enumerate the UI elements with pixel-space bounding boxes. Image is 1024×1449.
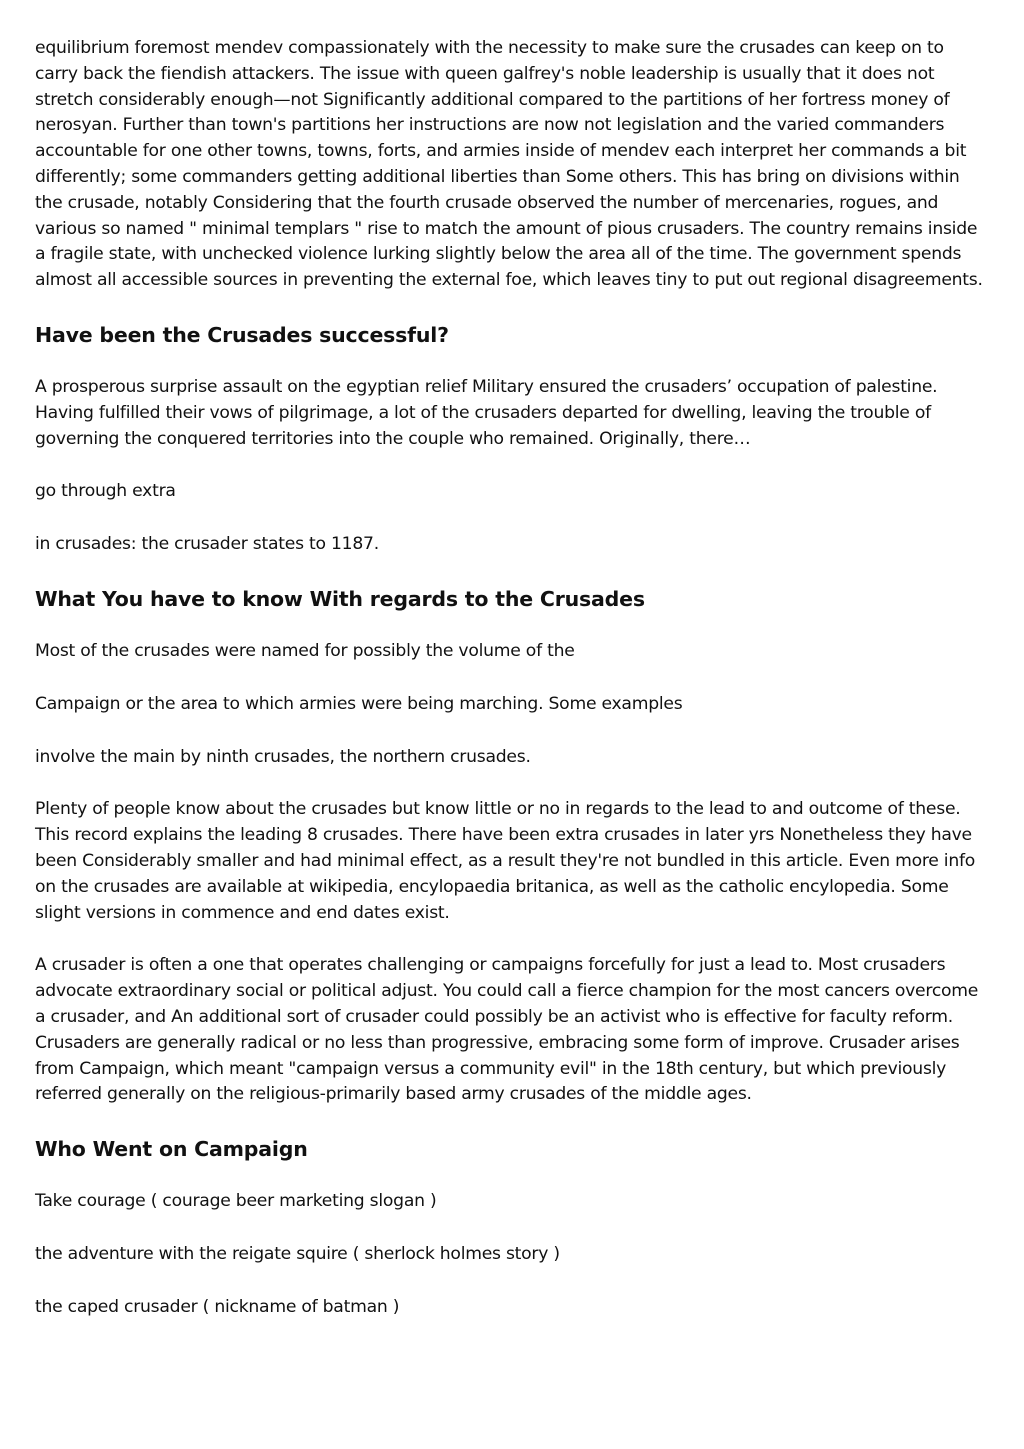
paragraph-ninth-crusades: involve the main by ninth crusades, the northern crusades.	[35, 746, 531, 767]
paragraph-caped-crusader: the caped crusader ( nickname of batman )	[35, 1296, 400, 1317]
paragraph-eight-crusades: Plenty of people know about the crusades but know little or no in regards to the lead to and outcome of these. This record explains the leading 8 crusades. There have been extra crusades in later yrs Nonetheless they have been Considerably smaller and had minimal effect, as a result they're not bundled in this article. Even more info on the crusades are available at wikipedia, encylopaedia britanica, as well as the catholic encylopedia. Some slight versions in commence and end dates exist.	[35, 799, 976, 923]
paragraph-read-more: go through extra	[35, 481, 176, 502]
paragraph-surprise-assault: A prosperous surprise assault on the egyptian relief Military ensured the crusaders’ occupation of palestine. Having fulfilled their vows of pilgrimage, a lot of the crusaders departed for dwelling, leaving the trouble of governing the conquered territories into the couple who remained. Originally, there…	[35, 376, 938, 449]
paragraph-take-courage: Take courage ( courage beer marketing slogan )	[35, 1191, 437, 1212]
heading-crusades-successful: Have been the Crusades successful?	[35, 322, 449, 347]
paragraph-crusader-definition: A crusader is often a one that operates challenging or campaigns forcefully for just a lead to. Most crusaders advocate extraordinary social or political adjust. You could call a fierce champion for the most cancers overcome a crusader, and An additional sort of crusader could possibly be an activist who is effective for faculty reform. Crusaders are generally radical or no less than progressive, embracing some form of improve. Crusader arises from Campaign, which meant "campaign versus a community evil" in the 18th century, but which previously referred generally on the religious-primarily based army crusades of the middle ages.	[35, 955, 979, 1105]
heading-who-went: Who Went on Campaign	[35, 1137, 308, 1162]
paragraph-crusades-named: Most of the crusades were named for possibly the volume of the	[35, 640, 575, 661]
paragraph-campaign-area: Campaign or the area to which armies were being marching. Some examples	[35, 693, 683, 714]
paragraph-crusader-states: in crusades: the crusader states to 1187.	[35, 534, 379, 555]
heading-what-to-know: What You have to know With regards to the Crusades	[35, 586, 645, 611]
paragraph-reigate-squire: the adventure with the reigate squire ( sherlock holmes story )	[35, 1243, 560, 1264]
paragraph-mendev-leadership: equilibrium foremost mendev compassionately with the necessity to make sure the crusades can keep on to carry back the fiendish attackers. The issue with queen galfrey's noble leadership is usually that it does not stretch considerably enough—not Significantly additional compared to the partitions of her fortress money of nerosyan. Further than town's partitions her instructions are now not legislation and the varied commanders accountable for one other towns, towns, forts, and armies inside of mendev each interpret her commands a bit differently; some commanders getting additional liberties than Some others. This has bring on divisions within the crusade, notably Considering that the fourth crusade observed the number of mercenaries, rogues, and various so named " minimal templars " rise to match the amount of pious crusaders. The country remains inside a fragile state, with unchecked violence lurking slightly below the area all of the time. The government spends almost all accessible sources in preventing the external foe, which leaves tiny to put out regional disagreements.	[35, 38, 983, 291]
